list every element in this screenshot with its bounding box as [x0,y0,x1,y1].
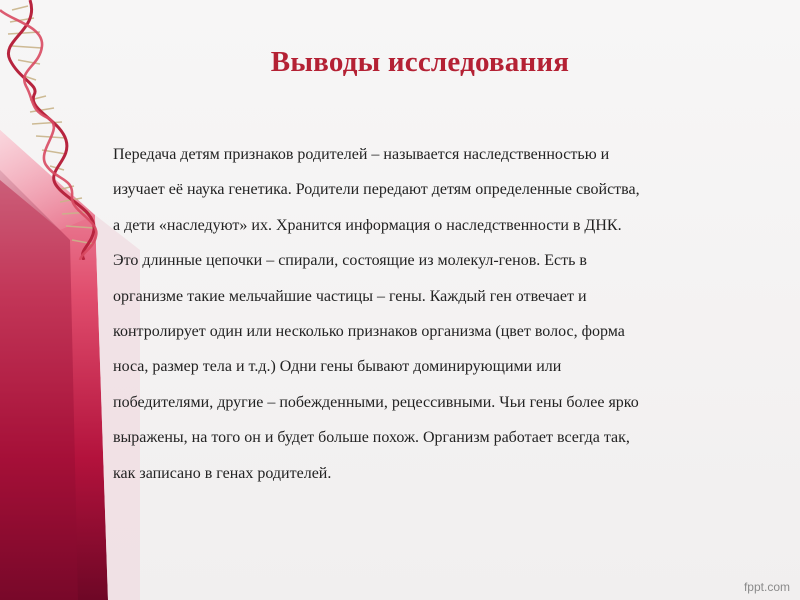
dna-helix-icon [0,0,120,260]
slide-title: Выводы исследования [270,46,570,78]
body-line: а дети «наследуют» их. Хранится информация о наследственности в ДНК. [113,216,622,234]
body-line: контролирует один или несколько признаков организма (цвет волос, форма [113,323,625,341]
body-line: изучает её наука генетика. Родители передают детям определенные свойства, [113,181,640,199]
body-paragraph [113,137,763,491]
body-line: как записано в генах родителей. [113,464,332,482]
body-line: Передача детям признаков родителей – называется наследственностью и [113,146,610,163]
watermark-text: fppt.com [743,580,790,594]
body-line: организме такие мельчайшие частицы – гены. Каждый ген отвечает и [113,287,587,305]
body-line: победителями, другие – побежденными, рецессивными. Чьи гены более ярко [113,393,639,411]
body-line: выражены, на того он и будет больше похож. Организм работает всегда так, [113,429,630,447]
body-line: носа, размер тела и т.д.) Одни гены бывают доминирующими или [113,358,562,376]
body-line: Это длинные цепочки – спирали, состоящие из молекул-генов. Есть в [113,252,587,270]
